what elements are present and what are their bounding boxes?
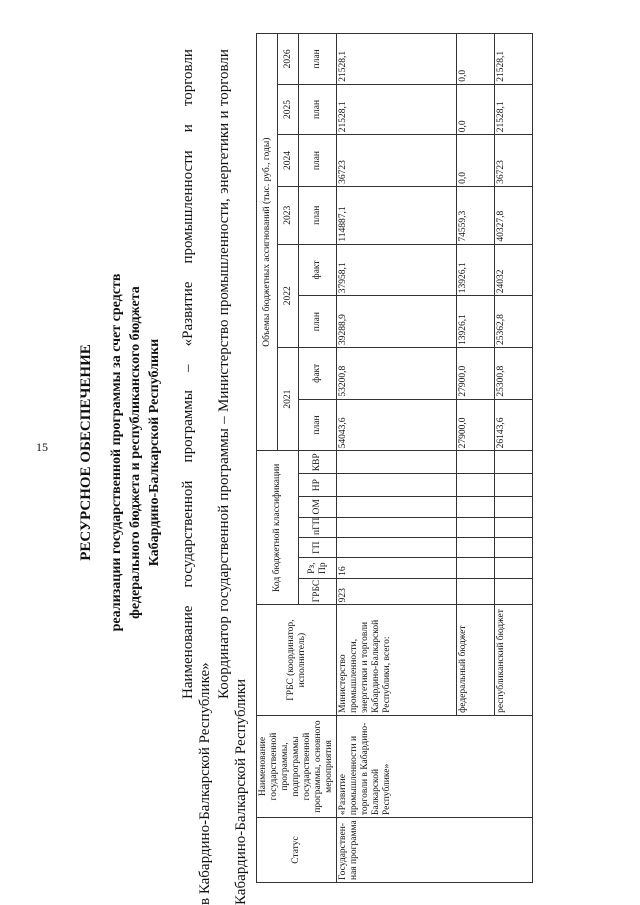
value-cell: 13926,1 [457, 296, 495, 348]
program-word: – [180, 364, 196, 372]
header-code-nr: НР [299, 474, 337, 497]
value-cell: 24032 [495, 244, 533, 296]
coordinator-word: Координатор [216, 616, 232, 699]
code-cell [457, 578, 495, 604]
code-cell [457, 538, 495, 558]
value-cell: 114887,1 [337, 186, 457, 244]
value-cell: 53200,8 [337, 347, 457, 399]
value-cell: 54043,6 [337, 399, 457, 451]
document-subtitle-line-1: реализации государственной программы за счет средств [109, 273, 124, 632]
code-cell [337, 497, 457, 517]
coordinator-word: Министерство [216, 319, 232, 412]
coordinator-word: государственной [216, 504, 232, 612]
header-code-rzpr: Рз, Пр [299, 558, 337, 578]
document-subtitle-line-3: Кабардино-Балкарской Республики [147, 338, 162, 567]
code-cell [457, 497, 495, 517]
code-cell [495, 451, 533, 474]
code-cell [495, 558, 533, 578]
code-cell [495, 474, 533, 497]
value-cell: 74559,3 [457, 186, 495, 244]
header-subcol-fact: факт [299, 244, 337, 296]
header-year-2023: 2023 [278, 186, 299, 244]
row-grbs: федеральный бюджет [457, 605, 495, 716]
header-grbs: ГРБС (координатор, исполнитель) [257, 605, 337, 716]
value-cell: 36723 [337, 135, 457, 187]
value-cell: 37958,1 [337, 244, 457, 296]
code-cell [337, 474, 457, 497]
code-cell [457, 517, 495, 537]
program-word: «Развитие [180, 281, 196, 347]
value-cell: 39288,9 [337, 296, 457, 348]
program-word: программы [180, 390, 196, 463]
header-year-2022: 2022 [278, 244, 299, 347]
coordinator-word: – [216, 416, 232, 424]
coordinator-word: программы [216, 428, 232, 501]
document-title: РЕСУРСНОЕ ОБЕСПЕЧЕНИЕ [78, 344, 94, 561]
program-word: и [180, 124, 196, 133]
program-word: промышленности [180, 150, 196, 264]
header-subcol-plan: план [299, 34, 337, 85]
code-cell [495, 538, 533, 558]
program-name-paragraph [180, 49, 214, 905]
program-word: государственной [180, 480, 196, 588]
code-cell: 923 [337, 578, 457, 604]
value-cell: 36723 [495, 135, 533, 187]
header-status: Статус [257, 818, 337, 883]
code-cell [337, 517, 457, 537]
header-year-2021: 2021 [278, 347, 299, 450]
header-year-2024: 2024 [278, 135, 299, 187]
header-subcol-plan: план [299, 135, 337, 187]
code-cell [337, 451, 457, 474]
value-cell: 0,0 [457, 84, 495, 134]
value-cell: 27900,0 [457, 347, 495, 399]
code-cell: 16 [337, 558, 457, 578]
value-cell: 0,0 [457, 135, 495, 187]
code-cell [495, 578, 533, 604]
value-cell: 25362,8 [495, 296, 533, 348]
row-status: Государствен- ная программа [337, 818, 533, 883]
value-cell: 25300,8 [495, 347, 533, 399]
header-year-2026: 2026 [278, 34, 299, 85]
value-cell: 21528,1 [337, 34, 457, 85]
page-number: 15 [36, 440, 48, 454]
header-volumes: Объемы бюджетных ассигнований (тыс. руб., годы) [257, 34, 278, 451]
code-cell [457, 474, 495, 497]
code-cell [337, 538, 457, 558]
program-name-tail: в Кабардино-Балкарской Республике» [197, 662, 213, 905]
header-subcol-plan: план [299, 296, 337, 348]
header-code-om: ОМ [299, 497, 337, 517]
row-grbs: Министерство промышленности, энергетики и торговли Кабардино-Балкарской Республики, всего: [337, 605, 457, 716]
program-word: Наименование [180, 605, 196, 699]
header-subcol-plan: план [299, 84, 337, 134]
value-cell: 0,0 [457, 34, 495, 85]
header-code-grbs: ГРБС [299, 578, 337, 604]
header-subcol-plan: план [299, 186, 337, 244]
coordinator-word: торговли [216, 49, 232, 107]
header-subcol-fact: факт [299, 347, 337, 399]
header-year-2025: 2025 [278, 84, 299, 134]
value-cell: 27900,0 [457, 399, 495, 451]
coordinator-tail: Кабардино-Балкарской Республики [233, 678, 249, 905]
header-code-pgp: пГП [299, 517, 337, 537]
coordinator-word: промышленности, [216, 198, 232, 316]
document-subtitle-line-2: федерального бюджета и республиканского бюджета [128, 286, 143, 619]
coordinator-word: и [216, 110, 232, 119]
coordinator-paragraph [216, 49, 250, 905]
row-program-name: «Развитие промышленности и торговли в Кабардино-Балкарской Республике» [337, 715, 533, 817]
code-cell [457, 558, 495, 578]
table-row [337, 34, 457, 883]
value-cell: 26143,6 [495, 399, 533, 451]
code-cell [495, 497, 533, 517]
resource-table [256, 33, 533, 883]
value-cell: 21528,1 [337, 84, 457, 134]
value-cell: 21528,1 [495, 34, 533, 85]
row-grbs: республиканский бюджет [495, 605, 533, 716]
header-subcol-plan: план [299, 399, 337, 451]
value-cell: 21528,1 [495, 84, 533, 134]
header-name: Наименование государственной программы, подпрограммы государственной программы, основного мероприятия [257, 715, 337, 817]
header-code: Код бюджетной классификации [257, 451, 299, 605]
coordinator-word: энергетики [216, 122, 232, 194]
header-code-kvr: КВР [299, 451, 337, 474]
code-cell [495, 517, 533, 537]
value-cell: 40327,8 [495, 186, 533, 244]
header-code-gp: ГП [299, 538, 337, 558]
program-word: торговли [180, 49, 196, 107]
value-cell: 13926,1 [457, 244, 495, 296]
code-cell [457, 451, 495, 474]
